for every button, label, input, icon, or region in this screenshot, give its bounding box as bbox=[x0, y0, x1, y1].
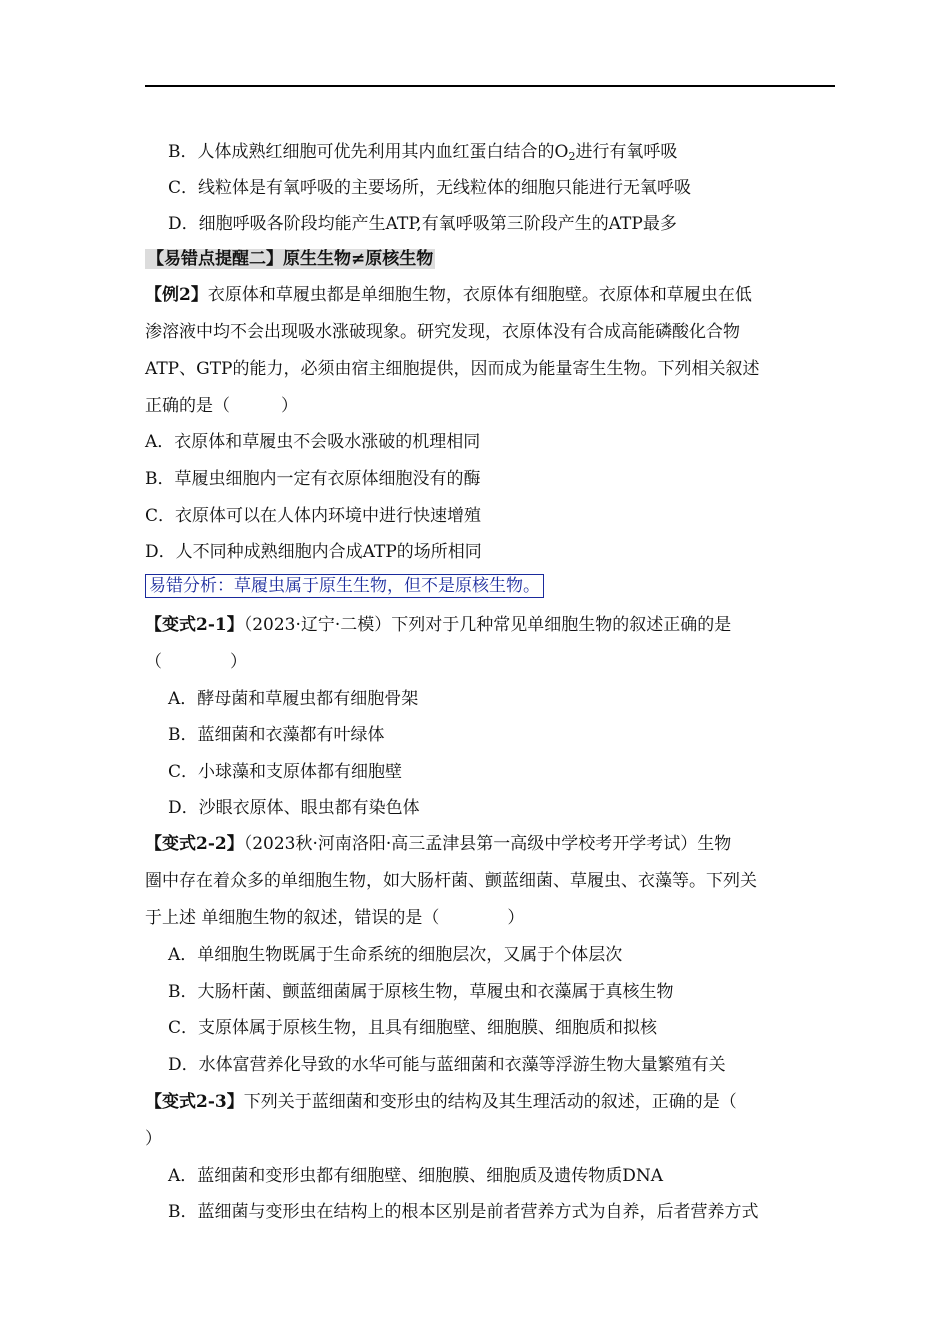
variant-2-2-line-1: 【变式2-2】（2023秋·河南洛阳·高三孟津县第一高级中学校考开学考试）生物 bbox=[145, 834, 732, 854]
section-heading: 【易错点提醒二】原生生物≠原核生物 bbox=[147, 249, 434, 269]
variant-2-3-line-1: 【变式2-3】下列关于蓝细菌和变形虫的结构及其生理活动的叙述，正确的是（ bbox=[145, 1092, 737, 1112]
variant-2-1-line-1: 【变式2-1】（2023·辽宁·二模）下列对于几种常见单细胞生物的叙述正确的是 bbox=[145, 615, 732, 635]
error-analysis-note: 易错分析：草履虫属于原生生物，但不是原核生物。 bbox=[145, 574, 845, 598]
variant-2-1-line-2: （ ） bbox=[145, 652, 247, 672]
variant-2-3-option-a: A．蓝细菌和变形虫都有细胞壁、细胞膜、细胞质及遗传物质DNA bbox=[168, 1166, 664, 1186]
variant-2-2-line-2: 圈中存在着众多的单细胞生物，如大肠杆菌、颤蓝细菌、草履虫、衣藻等。下列关 bbox=[145, 871, 757, 891]
variant-2-1-option-c: C．小球藻和支原体都有细胞壁 bbox=[168, 762, 403, 782]
variant-2-2-option-a: A．单细胞生物既属于生命系统的细胞层次，又属于个体层次 bbox=[168, 945, 623, 965]
example-2-option-c: C．衣原体可以在人体内环境中进行快速增殖 bbox=[145, 506, 482, 526]
header-rule bbox=[145, 85, 835, 87]
variant-2-2-option-d: D．水体富营养化导致的水华可能与蓝细菌和衣藻等浮游生物大量繁殖有关 bbox=[168, 1055, 726, 1075]
variant-2-1-option-d: D．沙眼衣原体、眼虫都有染色体 bbox=[168, 798, 420, 818]
variant-2-3-option-b: B．蓝细菌与变形虫在结构上的根本区别是前者营养方式为自养，后者营养方式 bbox=[168, 1202, 759, 1222]
example-2-option-b: B．草履虫细胞内一定有衣原体细胞没有的酶 bbox=[145, 469, 481, 489]
option-d-prev: D．细胞呼吸各阶段均能产生ATP,有氧呼吸第三阶段产生的ATP最多 bbox=[168, 214, 677, 234]
example-2-line-3: ATP、GTP的能力，必须由宿主细胞提供，因而成为能量寄生生物。下列相关叙述 bbox=[145, 359, 760, 379]
option-b-prev: B．人体成熟红细胞可优先利用其内血红蛋白结合的$O_2$进行有氧呼吸 bbox=[168, 142, 678, 163]
variant-2-2-option-c: C．支原体属于原核生物，且具有细胞壁、细胞膜、细胞质和拟核 bbox=[168, 1018, 658, 1038]
variant-2-3-line-2: ） bbox=[145, 1129, 162, 1149]
variant-2-2-line-3: 于上述 单细胞生物的叙述，错误的是（ ） bbox=[145, 908, 525, 928]
example-2-option-a: A．衣原体和草履虫不会吸水涨破的机理相同 bbox=[145, 432, 481, 452]
variant-2-2-option-b: B．大肠杆菌、颤蓝细菌属于原核生物，草履虫和衣藻属于真核生物 bbox=[168, 982, 674, 1002]
example-2-line-2: 渗溶液中均不会出现吸水涨破现象。研究发现，衣原体没有合成高能磷酸化合物 bbox=[145, 322, 740, 342]
variant-2-1-option-b: B．蓝细菌和衣藻都有叶绿体 bbox=[168, 725, 385, 745]
variant-2-1-option-a: A．酵母菌和草履虫都有细胞骨架 bbox=[168, 689, 419, 709]
example-2-line-4: 正确的是（ ） bbox=[145, 396, 298, 416]
example-2-line-1: 【例2】衣原体和草履虫都是单细胞生物，衣原体有细胞壁。衣原体和草履虫在低 bbox=[145, 285, 752, 305]
option-c-prev: C．线粒体是有氧呼吸的主要场所，无线粒体的细胞只能进行无氧呼吸 bbox=[168, 178, 692, 198]
example-2-option-d: D．人不同种成熟细胞内合成ATP的场所相同 bbox=[145, 542, 482, 562]
